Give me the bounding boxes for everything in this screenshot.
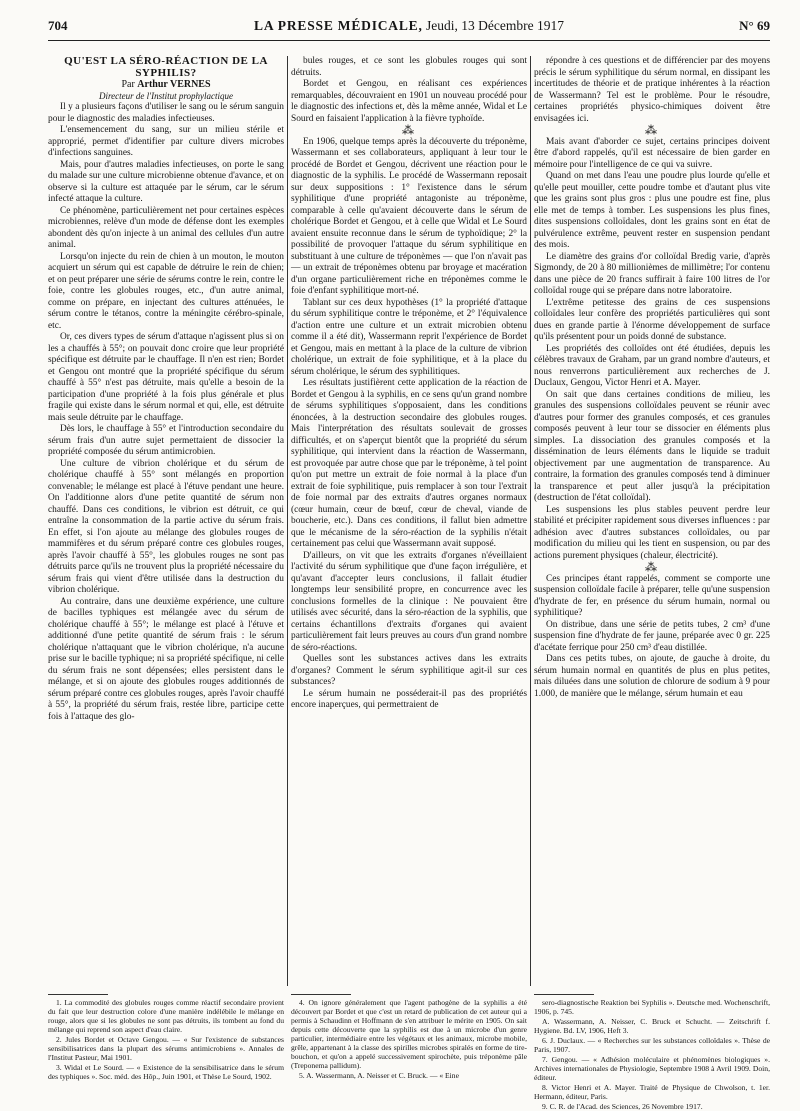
footnote: 2. Jules Bordet et Octave Gengou. — « Sur l'existence de substances sensibilisatrices dans la plupart des sérums antimicrobiens ». Annales de l'Institut Pasteur, Mai 1901.: [48, 1035, 284, 1062]
paragraph: bules rouges, et ce sont les globules rouges qui sont détruits.: [291, 56, 527, 78]
paragraph: Une culture de vibrion cholérique et du sérum de cholérique chauffé à 55° sont mélangés en proportion convenable; le mélange est placé à l'étuve pendant une heure. On l'additionne alors d'une petite quantité de sérum non chauffé. Dans ces conditions, le vibrion est détruit, ce qui entraîne la consommation de la partie active du sérum frais. En effet, si l'on ajoute au mélange des globules rouges de mammifères et du sérum préparé contre ces globules rouges, après l'avoir chauffé à 55°, les globules rouges ne sont pas détruits parce qu'ils ne trouvent plus la propriété nécessaire du sérum frais qui vient d'être utilisée dans la destruction du vibrion cholérique.: [48, 458, 284, 595]
paragraph: Quelles sont les substances actives dans les extraits d'organes? Comment le sérum syphilitique agit-il sur ces substances?: [291, 654, 527, 687]
author-affiliation: Directeur de l'Institut prophylactique: [99, 90, 233, 101]
column-1: [48, 56, 284, 986]
paragraph: Ce phénomène, particulièrement net pour certaines espèces microbiennes, relève d'un mode de défense dont les exemples abondent dès qu'on injecte à un animal des cellules d'un autre animal.: [48, 205, 284, 250]
section-break-stars: ⁂: [645, 123, 659, 137]
paragraph: Les résultats justifièrent cette application de la réaction de Bordet et Gengou à la syphilis, en ce sens qu'un grand nombre de sérums syphilitiques s'opposaient, dans les conditions énoncées, à la destruction secondaire des globules rouges. Mais l'interprétation des résultats soulevait de grosses difficultés, et on s'aperçut bientôt que la propriété du sérum syphilitique, qui intervient dans la réaction de Wassermann, est provoquée par autre chose que par le tréponème, à tel point qu'on put mettre un extrait de foie normal à la place d'un extrait de foie syphilitique, puis remplacer à son tour l'extrait de foie normal par des extraits d'autres organes normaux (cœur humain, cœur de bœuf, cœur de cheval, viande de boucherie, etc.). Dans ces conditions, il fallut bien admettre que le mécanisme de la séro-réaction de la syphilis n'était certainement pas celui que Wassermann avait supposé.: [291, 378, 527, 549]
page-header: [48, 18, 770, 40]
paragraph: Dans ces petits tubes, on ajoute, de gauche à droite, du sérum humain normal en quantités de plus en plus petites, mais diluées dans une solution de chlorure de sodium à 9 pour 1.000, de manière que le mélange, sérum humain et eau: [534, 654, 770, 699]
byline: [48, 79, 284, 91]
journal-title: [48, 18, 770, 34]
paragraph: On distribue, dans une série de petits tubes, 2 cm³ d'une suspension fine d'hydrate de fer jaune, préparée avec 0 gr. 225 d'acétate ferrique pour 250 cm³ d'eau distillée.: [534, 619, 770, 653]
header-rule: [48, 40, 770, 41]
footnote-rule: [291, 994, 351, 995]
footnotes-col-2: [291, 998, 527, 1078]
paragraph: Lorsqu'on injecte du rein de chien à un mouton, le mouton acquiert un sérum qui est capable de détruire le rein de chien; et on peut préparer une série de sérums contre le rein, contre le foie, contre les globules rouges, etc., d'un autre animal, comme on prépare, en injectant des cultures atténuées, le sérum contre le tétanos, contre la méningite cérébro-spinale, etc.: [48, 251, 284, 331]
footnote: 6. J. Duclaux. — « Recherches sur les substances colloïdales ». Thèse de Paris, 1907.: [534, 1036, 770, 1054]
journal-name: LA PRESSE MÉDICALE,: [254, 18, 423, 33]
footnote: A. Wassermann, A. Neisser, C. Bruck et Schucht. — Zeitschrift f. Hygiene. Bd. LV, 1906, Heft 3.: [534, 1017, 770, 1035]
footnote: 9. C. R. de l'Acad. des Sciences, 26 Novembre 1917.: [542, 1102, 703, 1111]
paragraph: Les suspensions les plus stables peuvent perdre leur stabilité et précipiter rapidement sous diverses influences : par adhésion avec d'autres substances colloïdales, ou par modification du milieu qui les tient en suspension, ou par des actions purement physiques (chaleur, électricité).: [534, 504, 770, 561]
paragraph: L'ensemencement du sang, sur un milieu stérile et approprié, permet d'identifier par culture divers microbes d'infections sanguines.: [48, 125, 284, 158]
paragraph: En 1906, quelque temps après la découverte du tréponème, Wassermann et ses collaborateurs, appliquant à leur tour le procédé de Bordet et Gengou, décrivent une réaction pour le diagnostic de la syphilis. Le procédé de Wassermann reposait sur deux suppositions : 1° l'existence dans le sérum syphilitique d'une propriété antagoniste au tréponème, comparable à celle qu'avaient découverte dans le sérum de cholérique Bordet et Gengou, et à celle que Widal et Le Sourd avaient ensuite reconnue dans le sérum de typhoïdique; 2° la possibilité de provoquer l'attaque du sérum syphilitique en substituant à une culture de tréponèmes — que l'on n'avait pas — un extrait de tréponèmes obtenu par broyage et macération d'un organe particulièrement riche en tréponèmes comme le foie d'enfant syphilitique mort-né.: [291, 136, 527, 296]
footnote-rule: [534, 994, 594, 995]
footnote-rule: [48, 994, 108, 995]
paragraph: Au contraire, dans une deuxième expérience, une culture de bacilles typhiques est mélangée avec du sérum de cholérique chauffé à 55°; le mélange est placé à l'étuve et additionné d'une petite quantité de sérum frais : le sérum cholérique n'attaquant que le vibrion cholérique, n'a aucune prise sur le bacille typhique; ni sa propriété spécifique, ni celle du sérum frais ne sont dépensées; elles persistent dans le mélange, et si on ajoute des globules rouges additionnés de sérum préparé contre ces globules rouges, après l'avoir chauffé à 55°, la propriété du sérum frais, restée libre, participe cette fois à l'attaque des glo-: [48, 596, 284, 722]
page-number: 704: [48, 18, 68, 33]
section-break-stars: ⁂: [402, 123, 416, 137]
paragraph: Dès lors, le chauffage à 55° et l'introduction secondaire du sérum frais d'un autre sujet permettaient de dissocier la propriété composée du sérum antimicrobien.: [48, 424, 284, 457]
paragraph: Le sérum humain ne posséderait-il pas des propriétés encore inaperçues, qui permettraient de: [291, 688, 527, 710]
paragraph: On sait que dans certaines conditions de milieu, les granules des suspensions colloïdales peuvent se réunir avec d'autres pour former des granules composés, et ces granules composés peuvent à leur tour se dissocier en éléments plus simples. La dissociation des granules composés et la dissémination de leurs éléments dans le liquide se traduit objectivement par une augmentation de transparence. Au contraire, la formation des granules composés tend à diminuer la transparence et peut aller jusqu'à la précipitation (destruction de l'état colloïdal).: [534, 389, 770, 503]
section-break-stars: ⁂: [645, 560, 659, 574]
footnote: 3. Widal et Le Sourd. — « Existence de la sensibilisatrice dans le sérum des typhiques ». Soc. méd. des Hôp., Juin 1901, et Thèse Le Sourd, 1902.: [48, 1063, 284, 1081]
footnote: 8. Victor Henri et A. Mayer. Traité de Physique de Chwolson, t. 1er. Hermann, éditeur, Paris.: [534, 1083, 770, 1101]
footnote: 1. La commodité des globules rouges comme réactif secondaire provient du fait que leur destruction colore d'une manière indélébile le mélange en rouge, alors que si les globules ne sont pas détruits, ils tombent au fond du mélange qui reprend son aspect d'eau claire.: [48, 998, 284, 1034]
paragraph: Mais, pour d'autres maladies infectieuses, on porte le sang du malade sur une culture microbienne obtenue d'avance, et on observe si la culture est attaquée par le sérum, car le sérum infecté attaque la culture.: [48, 159, 284, 204]
paragraph: Tablant sur ces deux hypothèses (1° la propriété d'attaque du sérum syphilitique contre le tréponème, et 2° l'équivalence d'action entre une culture et un extrait microbien obtenu comme il a été dit), Wassermann reprit l'expérience de Bordet et Gengou, mais en mettant à la place de la culture de vibrion cholérique, un extrait de foie syphilitique, et à la place du sérum cholérique, le sérum des syphilitiques.: [291, 297, 527, 377]
paragraph: Quand on met dans l'eau une poudre plus lourde qu'elle et qu'elle peut mouiller, cette poudre tombe et d'autant plus vite que les grains sont plus gros : plus une poudre est fine, plus elle met de temps à tomber. Les suspensions les plus fines, dites suspensions colloïdales, dont les grains sont en état de pulvérulence extrême, peuvent rester en suspension pendant des mois.: [534, 171, 770, 250]
paragraph: répondre à ces questions et de différencier par des moyens précis le sérum syphilitique du sérum normal, en dissipant les incertitudes de théorie et de pratique inhérentes à la réaction de Wassermann? Tel est le problème. Pour le résoudre, certaines propriétés physico-chimiques doivent être envisagées ici.: [534, 56, 770, 124]
paragraph: L'extrême petitesse des grains de ces suspensions colloïdales leur confère des propriétés particulières qui sont dues en grande partie à l'énorme développement de surface qu'ils présentent pour un poids donné de substance.: [534, 297, 770, 342]
column-divider: [530, 56, 531, 986]
paragraph: Or, ces divers types de sérum d'attaque n'agissent plus si on les a chauffés à 55°; on pouvait donc croire que leur propriété spécifique est détruite par le chauffage. Il n'en est rien; Bordet et Gengou ont montré que la propriété spécifique du sérum chauffé à 55° n'est pas détruite, mais qu'elle a besoin de la participation d'une propriété à la fois plus générale et plus fragile qui existe dans le sérum normal et qui, elle, est détruite mais seule détruite par le chauffage.: [48, 332, 284, 423]
paragraph: Mais avant d'aborder ce sujet, certains principes doivent être d'abord rappelés, qu'il est nécessaire de bien garder en mémoire pour l'intelligence de ce qui va suivre.: [534, 136, 770, 170]
footnotes-col-1: [48, 998, 284, 1081]
column-3-body: [534, 56, 770, 700]
paragraph: Bordet et Gengou, en réalisant ces expériences remarquables, découvraient en 1901 un nouveau procédé pour le diagnostic des infections et, dès la même année, Widal et Le Sourd en faisaient l'application à la fièvre typhoïde.: [291, 79, 527, 124]
footnote: 4. On ignore généralement que l'agent pathogène de la syphilis a été découvert par Bordet et que c'est un retard de publication de cet auteur qui a permis à Schaudinn et Hoffmann de s'en attribuer le mérite en 1905. On sait depuis cette découverte que la syphilis est due à un microbe d'un genre particulier, intermédiaire entre les végétaux et les animaux, microbe mobile, grêle, appartenant à la classe des spirilles microbes spiralés en forme de tire-bouchon, et qu'on a appelé successivement spirochète, puis tréponème pâle (Treponema pallidum).: [291, 998, 527, 1070]
column-divider: [287, 56, 288, 986]
issue-number: N° 69: [739, 18, 770, 33]
column-3: [534, 56, 770, 986]
paragraph: D'ailleurs, on vit que les extraits d'organes n'éveillaient l'activité du sérum syphilitique que d'une façon irrégulière, et qu'avant d'accepter leurs conclusions, il fallait étudier longtemps leur sensibilité propre, en concurrence avec les conclusions formelles de la clinique : Ne pouvaient être utilisés avec sécurité, dans la séro-réaction de la syphilis, que certains échantillons d'extraits d'organes qui avaient particulièrement fait leurs preuves au cours d'un grand nombre de séro-réactions.: [291, 550, 527, 653]
author-name: Arthur VERNES: [137, 79, 211, 90]
footnote: 7. Gengou. — « Adhésion moléculaire et phénomènes biologiques ». Archives internationales de Physiologie, Septembre 1908 à Avril 1909. Doin, éditeur.: [534, 1055, 770, 1082]
footnote: sero-diagnostische Reaktion bei Syphilis ». Deutsche med. Wochenschrift, 1906, p. 745.: [534, 998, 770, 1016]
footnotes-col-3: [534, 998, 770, 1111]
paragraph: Il y a plusieurs façons d'utiliser le sang ou le sérum sanguin pour le diagnostic des maladies infectieuses.: [48, 102, 284, 124]
byline-prefix: Par: [121, 79, 135, 90]
column-1-body: [48, 102, 284, 723]
paragraph: Les propriétés des colloïdes ont été étudiées, depuis les célèbres travaux de Graham, par un grand nombre d'auteurs, et nous renverrons particulièrement aux recherches de J. Duclaux, Gengou, Victor Henri et A. Mayer.: [534, 343, 770, 388]
column-2-body: [291, 56, 527, 712]
paragraph: Le diamètre des grains d'or colloïdal Bredig varie, d'après Sigmondy, de 20 à 80 millionièmes de millimètre; l'or contenu dans une pièce de 20 francs suffirait à faire 100 litres de l'or colloïdal rouge qui se prépare dans notre laboratoire.: [534, 251, 770, 296]
paragraph: Ces principes étant rappelés, comment se comporte une suspension colloïdale facile à préparer, telle qu'une suspension d'hydrate de fer, en présence du sérum humain, normal ou syphilitique?: [534, 573, 770, 618]
column-2: [291, 56, 527, 986]
footnote: 5. A. Wassermann, A. Neisser et C. Bruck. — « Eine: [299, 1071, 459, 1080]
issue-date: Jeudi, 13 Décembre 1917: [426, 18, 564, 33]
article-title: QU'EST LA SÉRO-RÉACTION DE LA SYPHILIS?: [64, 55, 268, 79]
